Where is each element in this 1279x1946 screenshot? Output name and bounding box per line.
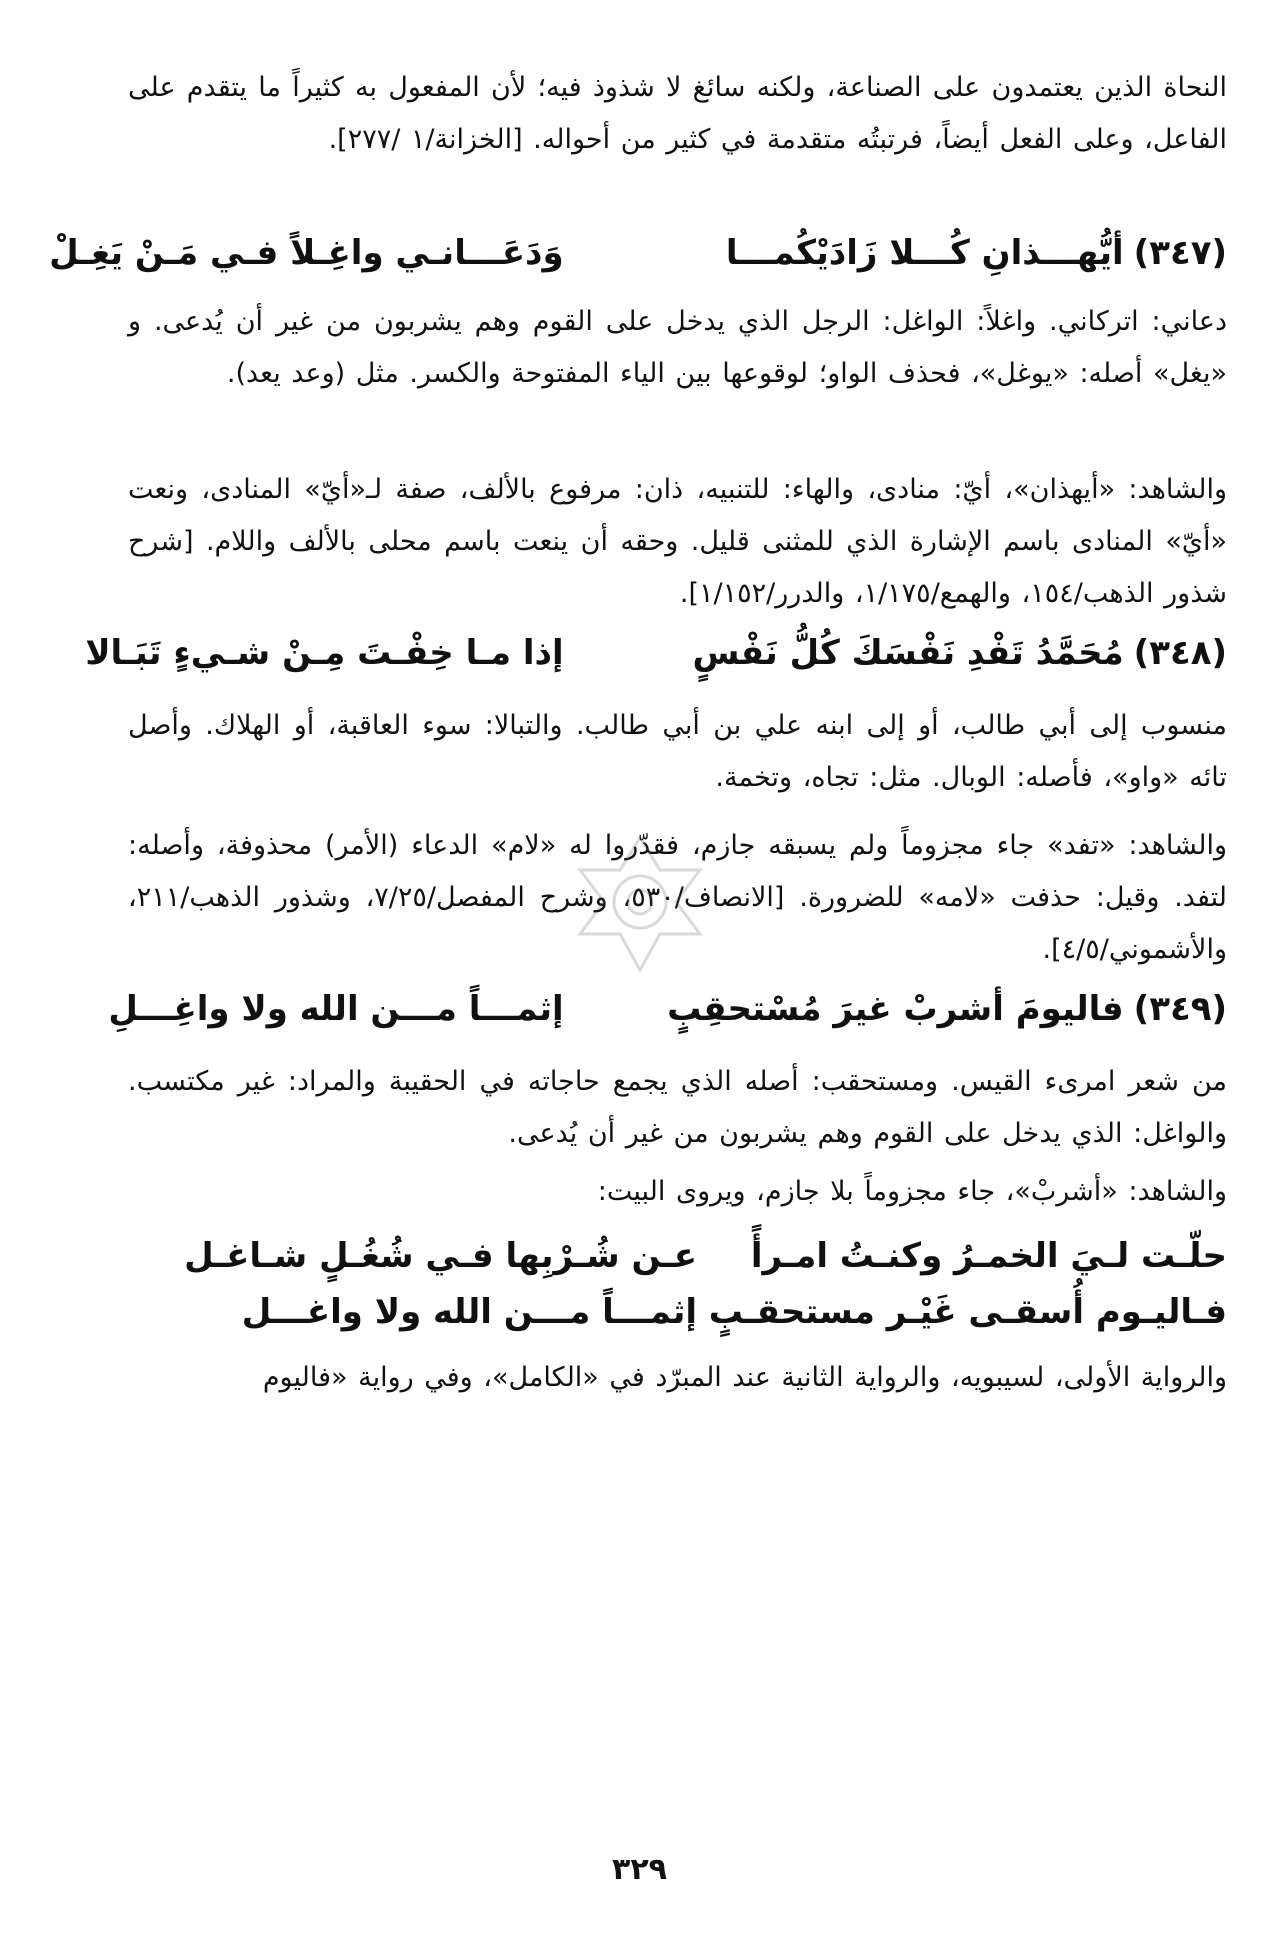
couplet-hemistich-first: فـاليـوم أُسقـى غَيْـر مستحقـبٍ <box>708 1292 1227 1332</box>
gloss-348 <box>128 700 1227 804</box>
page-number: ٣٢٩ <box>612 1852 667 1887</box>
verse-347 <box>49 222 1227 284</box>
closing-paragraph <box>128 1352 1227 1404</box>
intro-paragraph <box>128 62 1227 166</box>
verse-number: (٣٤٨) <box>1133 633 1227 673</box>
library-stamp-icon <box>560 830 720 990</box>
gloss-text: دعاني: اتركاني. واغلاً: الواغل: الرجل الذي يدخل على القوم وهم يشربون من غير أن يُدعى. و «يغل» أصله: «يوغل»، فحذف الواو؛ لوقوعها بين الياء المفتوحة والكسر. مثل (وعد يعد). <box>128 306 1227 389</box>
verse-hemistich-second: إثمـــاً مـــن الله ولا واغِـــلِ <box>108 989 564 1029</box>
couplet-hemistich-second: عـن شُـرْبِها فـي شُغُـلٍ شـاغـل <box>184 1236 697 1276</box>
gloss-text: من شعر امرىء القيس. ومستحقب: أصله الذي يجمع حاجاته في الحقيبة والمراد: غير مكتسب. والواغل: الذي يدخل على القوم وهم يشربون من غير أن يُدعى. <box>128 1066 1227 1149</box>
couplet-hemistich-second: إثمـــاً مـــن الله ولا واغـــل <box>241 1292 697 1332</box>
gloss-347 <box>128 296 1227 400</box>
verse-hemistich-second: وَدَعَـــانـي واغِـلاً فـي مَـنْ يَغِـلْ <box>49 233 564 273</box>
shahid-347 <box>128 464 1227 620</box>
shahid-text: والشاهد: «أيهذان»، أيّ: منادى، والهاء: للتنبيه، ذان: مرفوع بالألف، صفة لـ«أيّ» المنادى، ونعت «أيّ» المنادى باسم الإشارة الذي للمثنى قليل. وحقه أن ينعت باسم محلى بالألف واللام. [شرح شذور الذهب/١٥٤، والهمع/١/١٧٥، والدرر/١/١٥٢]. <box>128 474 1227 609</box>
closing-text: والرواية الأولى، لسيبويه، والرواية الثانية عند المبرّد في «الكامل»، وفي رواية «فاليوم <box>262 1362 1227 1393</box>
verse-348 <box>85 622 1227 684</box>
verse-hemistich-first: فاليومَ أشربْ غيرَ مُسْتحقِبٍ <box>667 989 1124 1029</box>
couplet-line-2 <box>128 1284 1227 1340</box>
verse-number: (٣٤٩) <box>1133 989 1227 1029</box>
couplet <box>128 1228 1227 1340</box>
gloss-349 <box>128 1056 1227 1160</box>
couplet-line-1 <box>128 1228 1227 1284</box>
verse-hemistich-second: إذا مـا خِفْـتَ مِـنْ شـيءٍ تَبَـالا <box>85 633 564 673</box>
intro-text: النحاة الذين يعتمدون على الصناعة، ولكنه سائغ لا شذوذ فيه؛ لأن المفعول به كثيراً ما يتقدم على الفاعل، وعلى الفعل أيضاً، فرتبتُه متقدمة في كثير من أحواله. [الخزانة/١ /٢٧٧]. <box>128 72 1227 155</box>
gloss-text: منسوب إلى أبي طالب، أو إلى ابنه علي بن أبي طالب. والتبالا: سوء العاقبة، أو الهلاك. وأصل تائه «واو»، فأصله: الوبال. مثل: تجاه، وتخمة. <box>128 710 1227 793</box>
verse-hemistich-first: أيُّهـــذانِ كُـــلا زَادَيْكُمـــا <box>725 233 1124 273</box>
couplet-hemistich-first: حلّـت لـيَ الخمـرُ وكنـتُ امـرأً <box>750 1236 1227 1276</box>
shahid-349 <box>128 1166 1227 1218</box>
shahid-text: والشاهد: «تفد» جاء مجزوماً ولم يسبقه جازم، فقدّروا له «لام» الدعاء (الأمر) محذوفة، وأصله: لتفد. وقيل: حذفت «لامه» للضرورة. [الانصاف/٥٣٠، وشرح المفصل/٧/٢٥، وشذور الذهب/٢١١، والأشموني/٤/٥]. <box>128 830 1228 965</box>
verse-hemistich-first: مُحَمَّدُ تَفْدِ نَفْسَكَ كُلُّ نَفْسٍ <box>692 633 1124 673</box>
shahid-text: والشاهد: «أشربْ»، جاء مجزوماً بلا جازم، ويروى البيت: <box>597 1176 1227 1207</box>
verse-number: (٣٤٧) <box>1133 233 1227 273</box>
